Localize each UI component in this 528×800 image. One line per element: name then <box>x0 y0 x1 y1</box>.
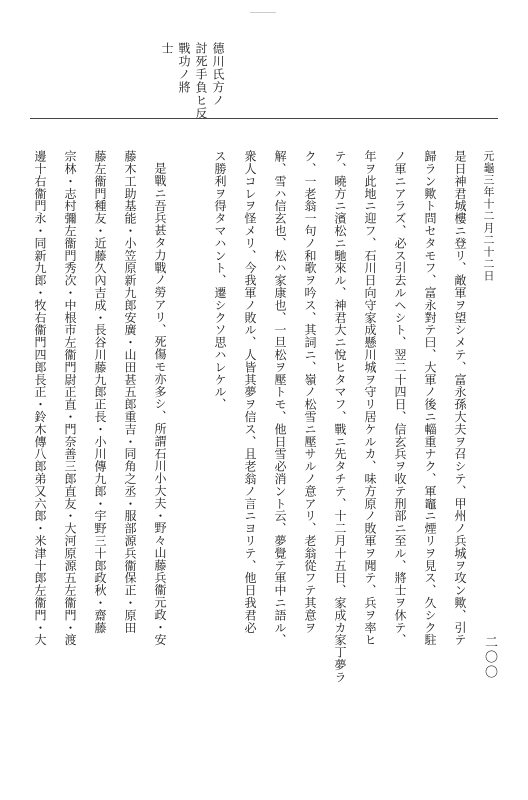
marginal-line-4: 士 <box>160 42 174 55</box>
text-column-1: 是日神君城樓ニ登リ、敵軍ヲ望シメテ、富永孫大夫ヲ召シテ、甲州ノ兵城ヲ攻ン歟、引テ <box>453 150 467 646</box>
text-column-4: 年ヲ此地ニ迎フ、石川日向守家成懸川城ヲ守リ居ケルカ、味方原ノ敗軍ヲ聞テ、兵ヲ率ヒ <box>363 150 377 646</box>
text-column-3: ノ軍ニアラズ、必ス引去ルヘシト、翌二十四日、信玄兵ヲ收テ刑部ニ至ル、將士ヲ休テ、 <box>393 150 407 646</box>
page-crease <box>250 12 276 13</box>
text-column-9: ス勝利ヲ得タマハント、遷シクソ思ハレケル、 <box>213 150 227 411</box>
text-column-12: 藤木工助基能・小笠原新九郎安廣・山田甚五郎重吉・同角之丞・服部源兵衞保正・原田 <box>123 150 137 634</box>
marginal-heading <box>160 42 225 120</box>
text-column-7: 解、雪ハ信玄也、松ハ家康也、一旦松ヲ壓トモ、他日雪必消ント云、夢覺テ軍中ニ語ル、 <box>273 150 287 646</box>
marginal-line-1: 德川氏方ノ <box>211 42 225 107</box>
text-column-11: 是戰ニ吾兵甚タ力戰ノ勞アリ、死傷モ亦多シ、所謂石川小大夫・野々山藤兵衞元政・安 <box>153 162 167 646</box>
text-column-13: 藤左衞門種友・近藤久內吉成・長谷川藤九郎正長・小川傳九郎・宇野三十郎政秋・齋藤 <box>93 150 107 634</box>
text-column-6: ク、一老翁一句ノ和歌ヲ吟ス、其詞ニ、嶺ノ松雪ニ壓サルノ意アリ、老翁從フテ其意ヲ <box>303 150 317 634</box>
marginal-line-2: 討死手負ヒ反 <box>194 42 208 120</box>
running-header: 元龜三年十二月二十二日 <box>482 150 495 282</box>
paragraph-gap <box>180 150 200 790</box>
text-column-8: 衆人コレヲ怪メリ、今我軍ノ敗ル、人皆其夢ヲ信ス、且老翁ノ言ニヨリテ、他日我君必 <box>243 150 257 634</box>
marginal-line-3: 戰功ノ將 <box>177 42 191 94</box>
page-number: 二〇〇 <box>482 635 497 680</box>
header-rule <box>30 118 498 119</box>
text-column-14: 宗林・志村彌左衞門秀次・中根市左衞門尉正直・門奈善三郎直友・大河原源五左衞門・渡 <box>63 150 77 646</box>
text-column-2: 歸ラン歟ト問セタモフ、富永對テ曰、大軍ノ後ニ輜重ナク、軍竈ニ煙リヲ見ス、久シク駐 <box>423 150 437 646</box>
text-column-5: テ、曉方ニ濱松ニ馳來ル、神君大ニ悅ヒタマフ、戰ニ先タチテ、十二月十五日、家成カ家丁夢ラ <box>333 150 347 684</box>
body-text <box>30 150 470 790</box>
text-column-15: 邊十右衞門永・同新九郎・牧右衞門四郎長正・鈴木傳八郎弟又六郎・米津十郎左衞門・大 <box>33 150 47 646</box>
